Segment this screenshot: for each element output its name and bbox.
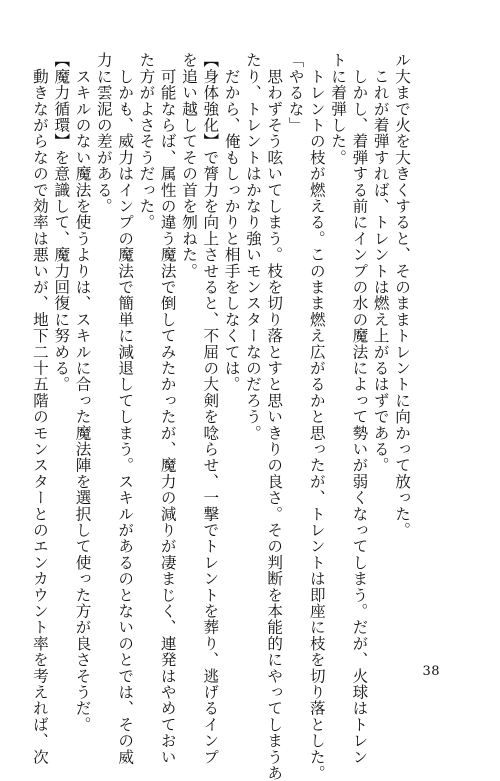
text-line: これが着弾すれば、トレントは燃え上がるはずである。 (371, 52, 390, 474)
text-line: 動きながらなので効率は悪いが、地下二十五階のモンスターとのエンカウント率を考えれば、次 (30, 52, 49, 765)
text-line: トに着弾した。 (329, 52, 348, 166)
text-line: トレントの枝が燃える。このまま燃え広がるかと思ったが、トレントは即座に枝を切り落とした。 (307, 52, 326, 781)
text-line: た方がよさそうだった。 (137, 52, 156, 231)
text-line: スキルのない魔法を使うよりは、スキルに合った魔法陣を選択して使った方が良さそうだ。 (73, 52, 92, 733)
text-line: 【魔力循環】を意識して、魔力回復に努める。 (52, 52, 71, 393)
text-line: しかも、威力はインプの魔法で簡単に減退してしまう。スキルがあるのとないのとでは、その威 (116, 52, 135, 765)
text-line: 可能ならば、属性の違う魔法で倒してみたかったが、魔力の減りが凄まじく、連発はやめておい (158, 52, 177, 765)
text-line: を追い越してその首を刎ねた。 (180, 52, 199, 279)
text-line: ル大まで火を大きくすると、そのままトレントに向かって放った。 (393, 52, 411, 538)
text-line: 「やるな」 (286, 52, 305, 133)
text-line: だから、俺もしっかりと相手をしなくては。 (222, 52, 241, 393)
text-line: しかし、着弾する前にインプの水の魔法によって勢いが弱くなってしまう。だが、火球はトレン (350, 52, 369, 765)
text-line: 思わずそう呟いてしまう。枝を切り落とすと思いきりの良さ。その判断を本能的にやってしまうあ (265, 52, 284, 781)
text-line: たり、トレントはかなり強いモンスターなのだろう。 (243, 52, 262, 441)
vertical-text-block (29, 52, 412, 781)
page-number: 38 (422, 664, 440, 679)
text-line: 力に雲泥の差がある。 (94, 52, 113, 214)
text-line: 【身体強化】で膂力を向上させると、不屈の大剣を唸らせ、一撃でトレントを葬り、逃げるインプ (201, 52, 220, 765)
